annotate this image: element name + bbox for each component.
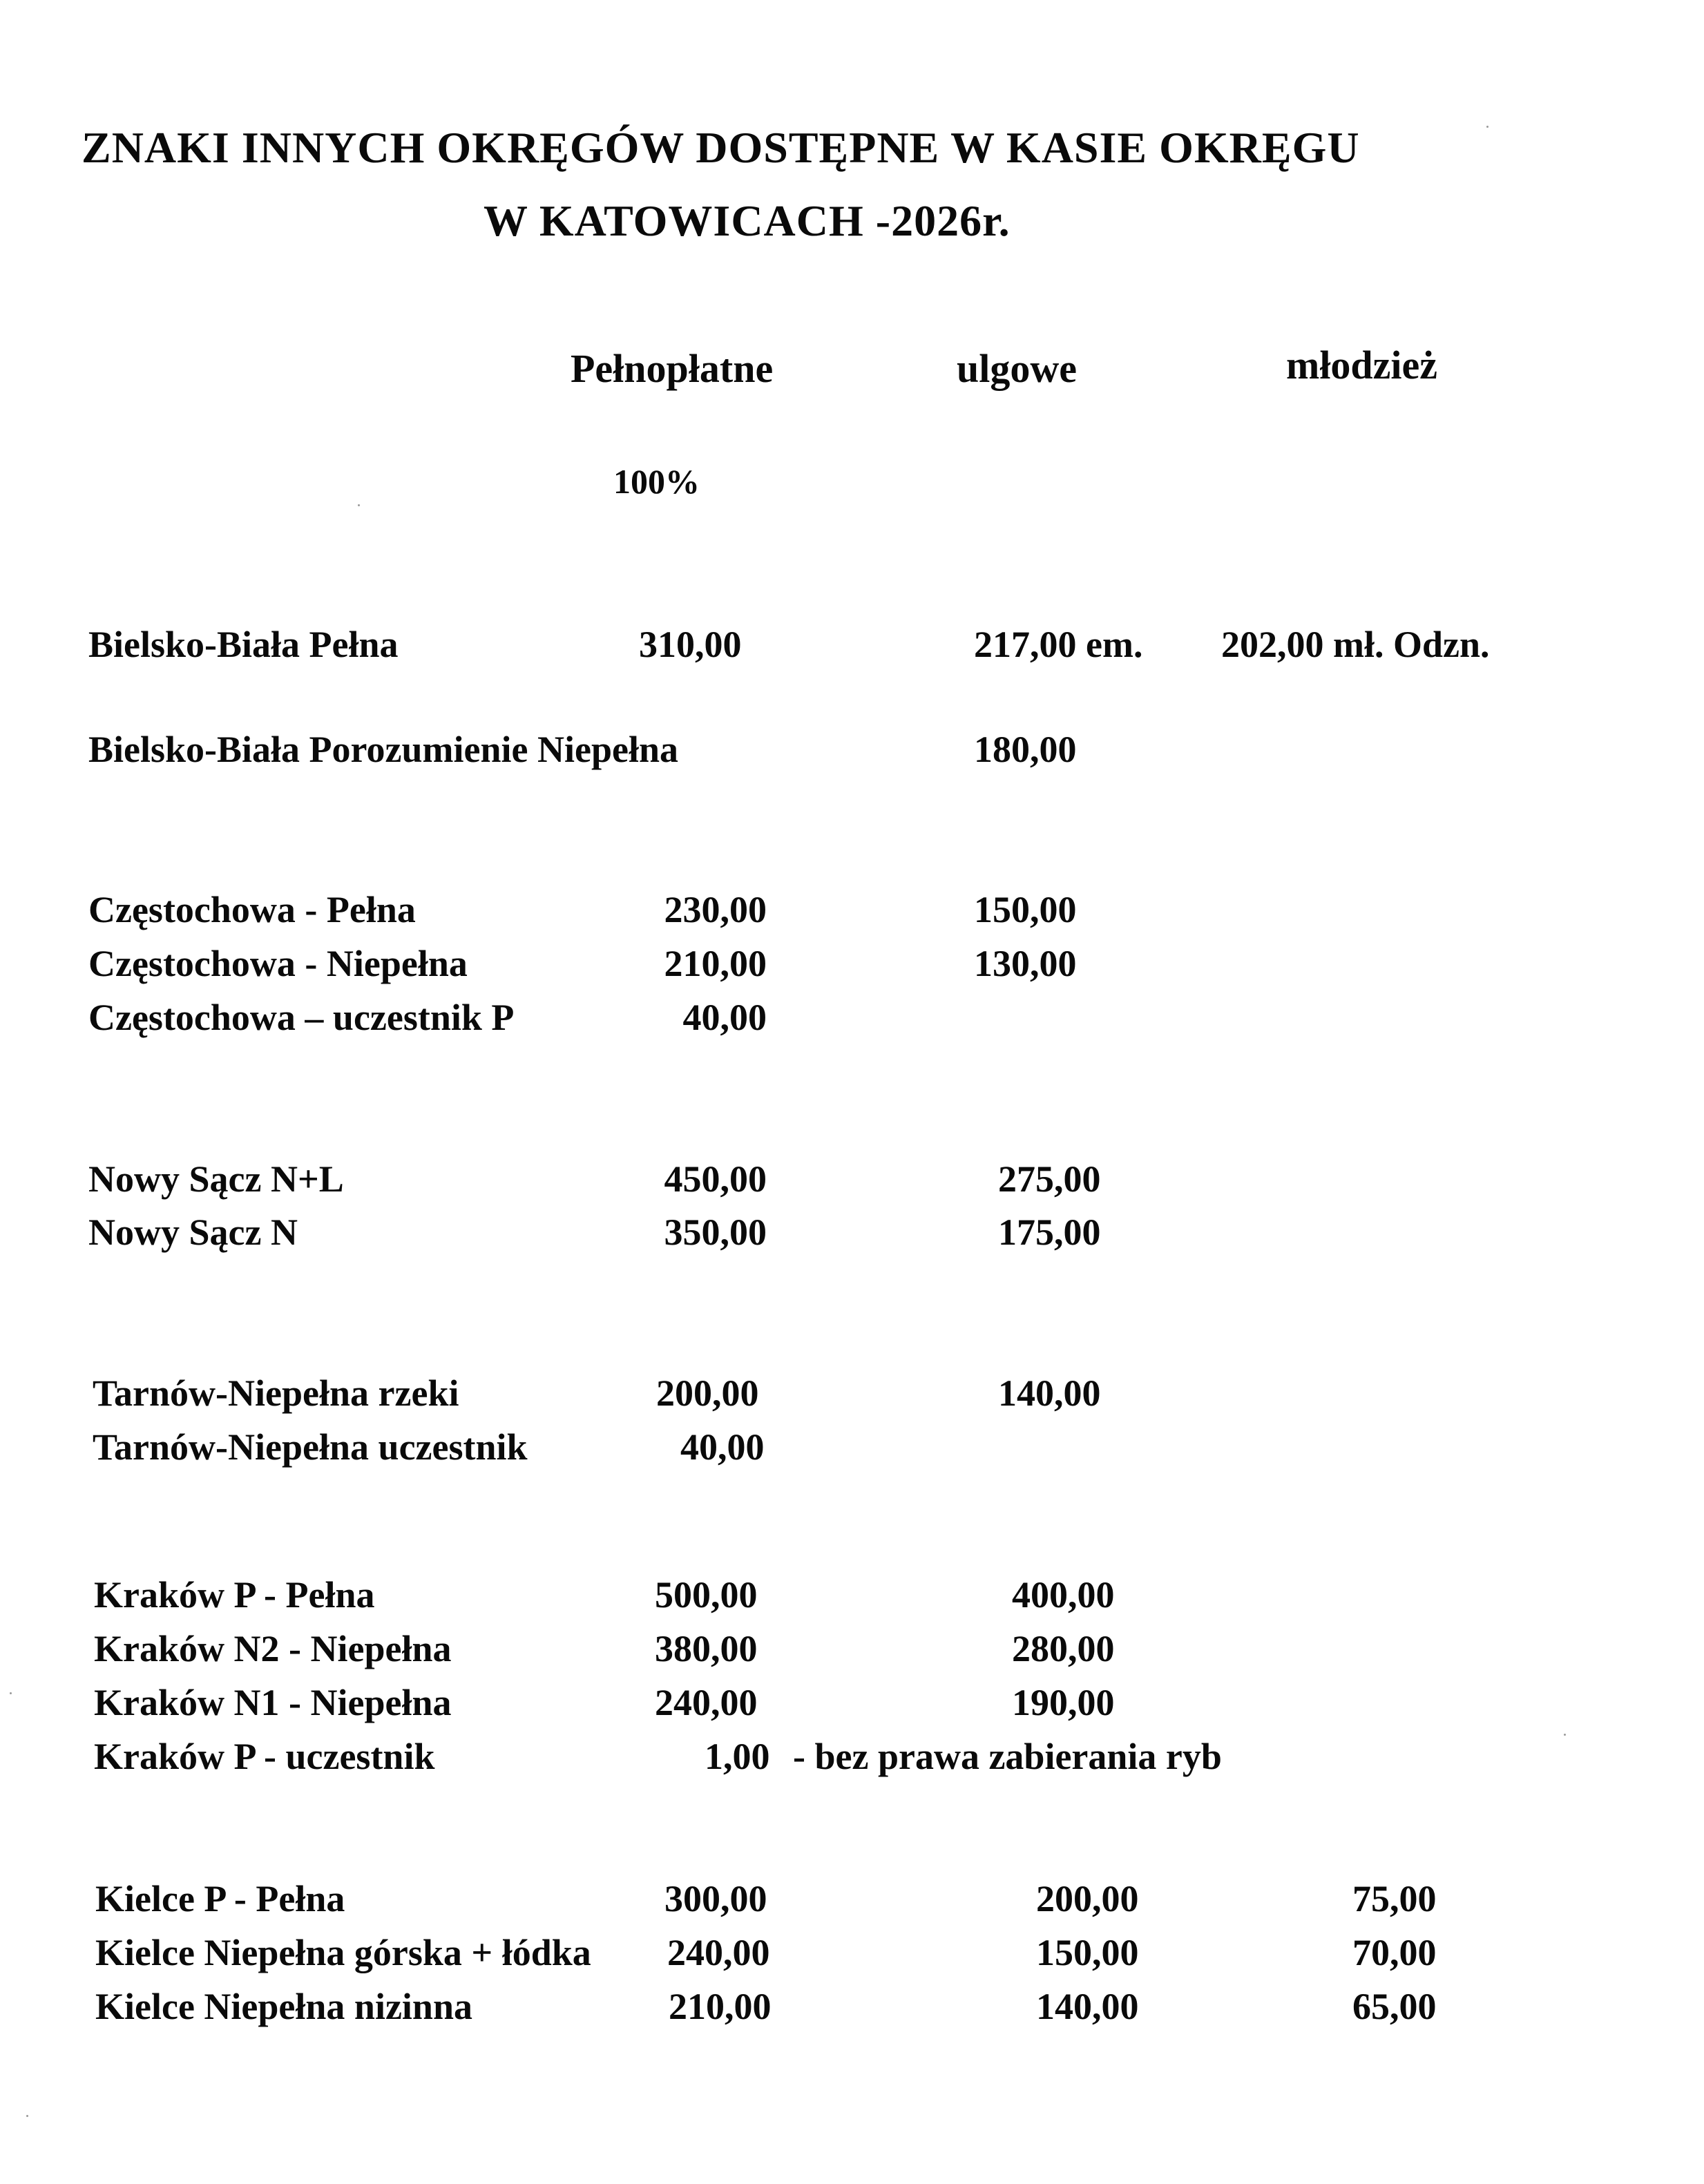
row-label: Nowy Sącz N	[88, 1211, 298, 1253]
row-label: Tarnów-Niepełna rzeki	[93, 1372, 459, 1414]
price-reduced: 140,00	[1036, 1986, 1139, 2027]
table-row	[0, 1988, 1704, 2029]
table-row	[0, 1374, 1704, 1416]
row-label: Kraków P - uczestnik	[94, 1736, 435, 1777]
column-header-full: Pełnopłatne	[571, 346, 774, 391]
price-full: 200,00	[656, 1372, 759, 1414]
table-row	[0, 1428, 1704, 1470]
row-label: Bielsko-Biała Porozumienie Niepełna	[88, 729, 678, 770]
row-label: Kielce P - Pełna	[95, 1878, 345, 1919]
table-row	[0, 1160, 1704, 1202]
price-full: 300,00	[664, 1878, 767, 1919]
price-reduced: 150,00	[974, 889, 1077, 930]
price-full: 450,00	[664, 1158, 767, 1200]
row-label: Kielce Niepełna górska + łódka	[95, 1932, 591, 1973]
price-reduced: 217,00 em.	[974, 624, 1143, 665]
price-reduced: 175,00	[998, 1211, 1101, 1253]
table-row	[0, 891, 1704, 932]
row-label: Nowy Sącz N+L	[88, 1158, 344, 1200]
row-label: Kielce Niepełna nizinna	[95, 1986, 472, 2027]
price-reduced: 190,00	[1012, 1682, 1115, 1723]
price-full: 240,00	[655, 1682, 758, 1723]
scan-speck	[10, 1692, 12, 1694]
price-reduced: 150,00	[1036, 1932, 1139, 1973]
scan-speck	[358, 504, 360, 506]
scan-speck	[1564, 1734, 1566, 1736]
table-row	[0, 1211, 1704, 1255]
price-full: 350,00	[664, 1211, 767, 1253]
scan-speck	[1486, 126, 1488, 128]
scan-speck	[26, 2115, 28, 2117]
price-full: 40,00	[680, 1426, 765, 1468]
price-reduced: 275,00	[998, 1158, 1101, 1200]
price-reduced: 140,00	[998, 1372, 1101, 1414]
price-full: 310,00	[639, 624, 742, 665]
table-row	[0, 1576, 1704, 1618]
price-full: 380,00	[655, 1628, 758, 1669]
column-header-youth: młodzież	[1286, 343, 1438, 387]
title-line-1: ZNAKI INNYCH OKRĘGÓW DOSTĘPNE W KASIE OKRĘGU	[82, 123, 1360, 172]
price-full: 500,00	[655, 1574, 758, 1616]
row-note: - bez prawa zabierania ryb	[793, 1736, 1222, 1777]
table-row	[0, 1880, 1704, 1922]
table-row	[0, 1684, 1704, 1725]
table-row	[0, 731, 1704, 772]
price-reduced: 280,00	[1012, 1628, 1115, 1669]
row-label: Kraków P - Pełna	[94, 1574, 375, 1616]
table-row	[0, 945, 1704, 986]
price-youth: 70,00	[1352, 1932, 1437, 1973]
row-label: Częstochowa – uczestnik P	[88, 997, 515, 1038]
table-row	[0, 999, 1704, 1040]
price-full: 40,00	[682, 997, 767, 1038]
row-label: Kraków N2 - Niepełna	[94, 1628, 452, 1669]
price-full: 240,00	[667, 1932, 770, 1973]
price-full: 210,00	[669, 1986, 772, 2027]
row-label: Częstochowa - Niepełna	[88, 943, 468, 984]
table-row	[0, 1738, 1704, 1779]
price-reduced: 200,00	[1036, 1878, 1139, 1919]
title-line-2: W KATOWICACH -2026r.	[484, 196, 1011, 245]
price-full: 1,00	[705, 1736, 770, 1777]
price-full: 230,00	[664, 889, 767, 930]
price-reduced: 400,00	[1012, 1574, 1115, 1616]
row-label: Częstochowa - Pełna	[88, 889, 416, 930]
row-label: Kraków N1 - Niepełna	[94, 1682, 452, 1723]
price-youth: 65,00	[1352, 1986, 1437, 2027]
price-full: 210,00	[664, 943, 767, 984]
price-youth: 75,00	[1352, 1878, 1437, 1919]
price-youth: 202,00 mł. Odzn.	[1221, 624, 1490, 665]
table-row	[0, 1630, 1704, 1671]
table-row	[0, 626, 1704, 667]
column-header-full-percent: 100%	[613, 462, 700, 501]
price-reduced: 130,00	[974, 943, 1077, 984]
column-header-reduced: ulgowe	[957, 346, 1077, 391]
price-reduced: 180,00	[974, 729, 1077, 770]
row-label: Bielsko-Biała Pełna	[88, 624, 399, 665]
row-label: Tarnów-Niepełna uczestnik	[93, 1426, 528, 1468]
table-row	[0, 1934, 1704, 1975]
